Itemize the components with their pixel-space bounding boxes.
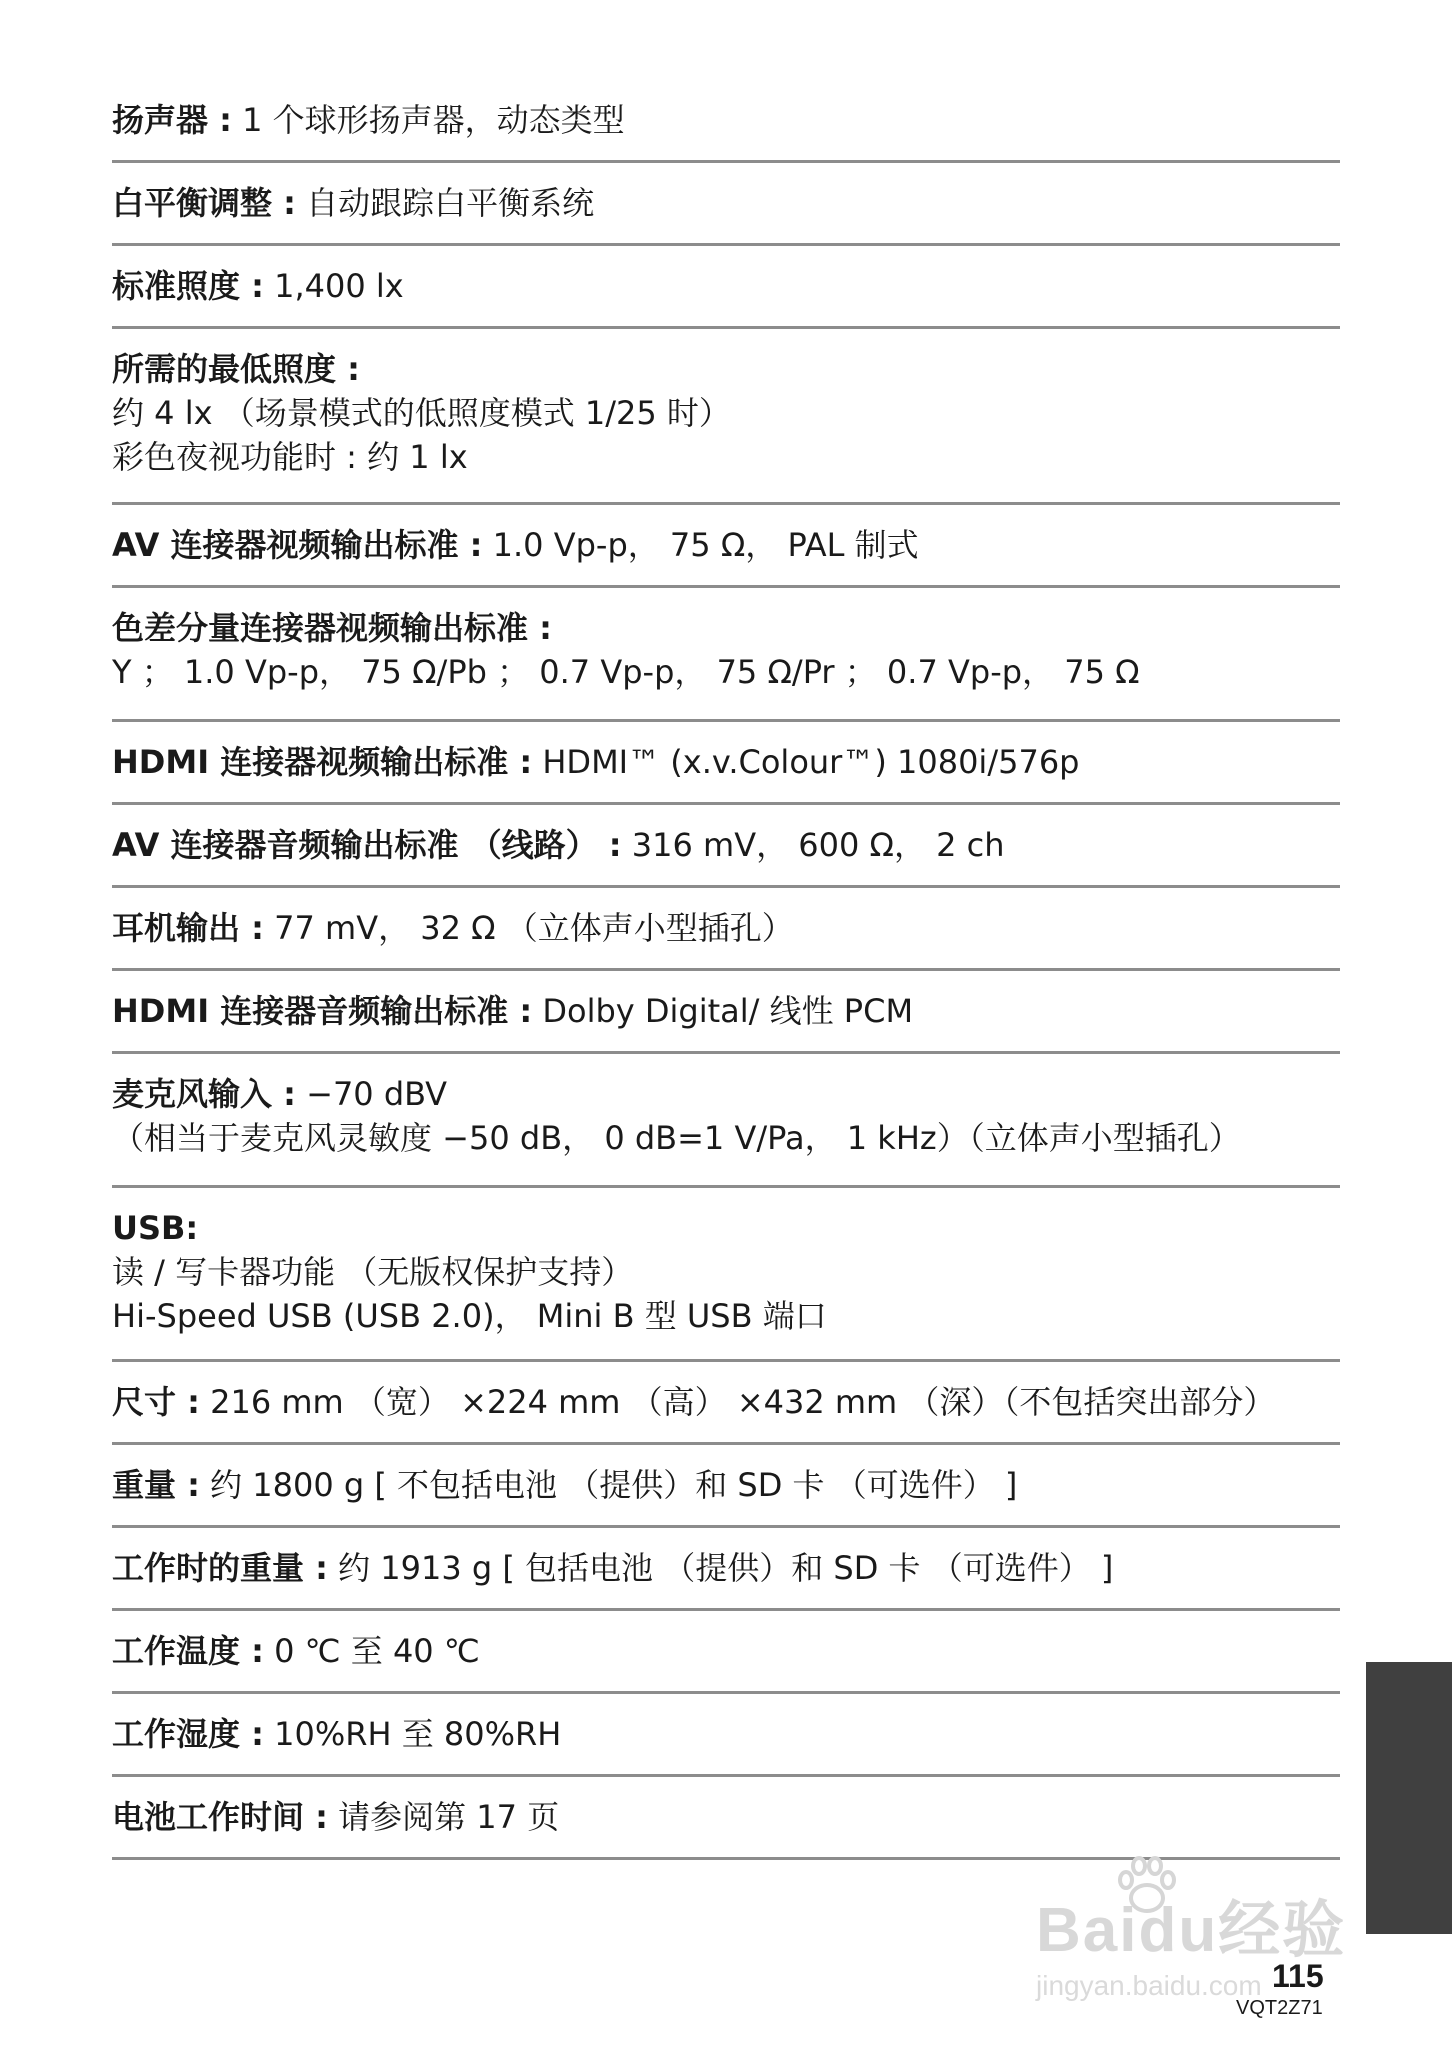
spec-mic-input: 麦克风输入 : −70 dBV （相当于麦克风灵敏度 −50 dB， 0 dB=1 V/Pa， 1 kHz）（立体声小型插孔） [112,1054,1340,1188]
spec-minimum-illumination: 所需的最低照度 : 约 4 lx （场景模式的低照度模式 1/25 时） 彩色夜视功能时 : 约 1 lx [112,329,1340,505]
spec-operating-humidity: 工作湿度 : 10%RH 至 80%RH [112,1694,1340,1777]
spec-headphone-output: 耳机输出 : 77 mV， 32 Ω （立体声小型插孔） [112,888,1340,971]
spec-operating-weight: 工作时的重量 : 约 1913 g [ 包括电池 （提供）和 SD 卡 （可选件） ] [112,1528,1340,1611]
watermark-logo: Baidu经验 [1036,1896,1347,1965]
spec-hdmi-video-output: HDMI 连接器视频输出标准 : HDMI™ (x.v.Colour™) 1080i/576p [112,722,1340,805]
spec-av-video-output: AV 连接器视频输出标准 : 1.0 Vp-p， 75 Ω， PAL 制式 [112,505,1340,588]
spec-battery-operating-time: 电池工作时间 : 请参阅第 17 页 [112,1777,1340,1860]
paw-icon [1112,1852,1182,1922]
spec-usb: USB: 读 / 写卡器功能 （无版权保护支持） Hi-Speed USB (USB 2.0)， Mini B 型 USB 端口 [112,1188,1340,1362]
section-tab-marker [1366,1662,1452,1934]
model-code: VQT2Z71 [1236,1997,1323,2019]
spec-dimensions: 尺寸 : 216 mm （宽） ×224 mm （高） ×432 mm （深）（不包括突出部分） [112,1362,1340,1445]
spec-weight: 重量 : 约 1800 g [ 不包括电池 （提供）和 SD 卡 （可选件） ] [112,1445,1340,1528]
spec-white-balance: 白平衡调整 : 自动跟踪白平衡系统 [112,163,1340,246]
spec-operating-temperature: 工作温度 : 0 ℃ 至 40 ℃ [112,1611,1340,1694]
spec-component-video-output: 色差分量连接器视频输出标准 : Y ； 1.0 Vp-p， 75 Ω/Pb ； 0.7 Vp-p， 75 Ω/Pr ； 0.7 Vp-p， 75 Ω [112,588,1340,722]
spec-speaker: 扬声器 : 1 个球形扬声器，动态类型 [112,80,1340,163]
watermark-url: jingyan.baidu.com [1036,1970,1262,2001]
spec-av-audio-output: AV 连接器音频输出标准 （线路） : 316 mV， 600 Ω， 2 ch [112,805,1340,888]
page-number: 115 [1272,1958,1324,1994]
spec-standard-illumination: 标准照度 : 1,400 lx [112,246,1340,329]
spec-hdmi-audio-output: HDMI 连接器音频输出标准 : Dolby Digital/ 线性 PCM [112,971,1340,1054]
spec-list [112,80,1340,1860]
